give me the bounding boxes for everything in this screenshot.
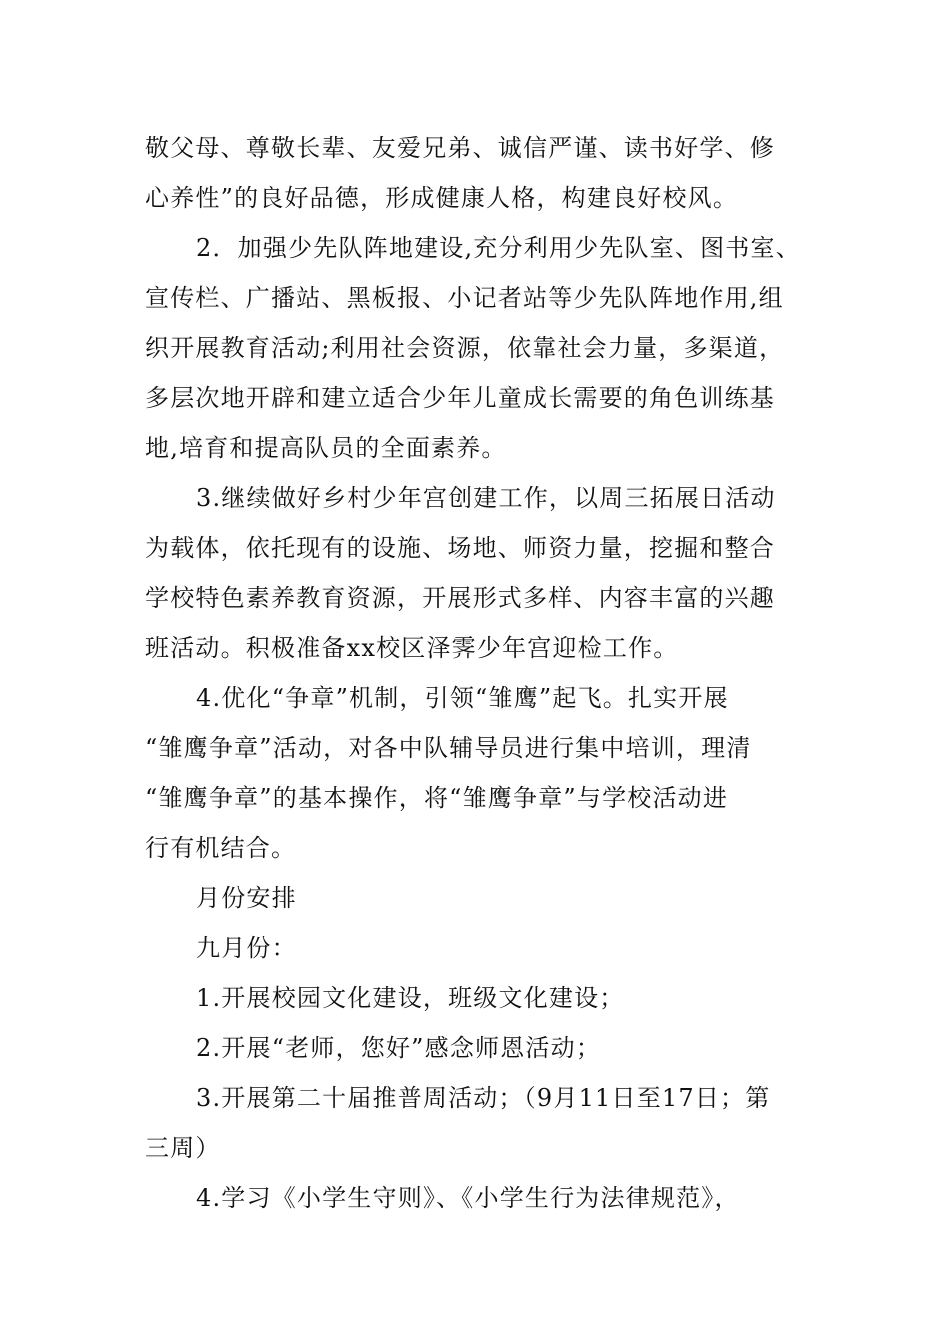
text-line: 心养性”的良好品德，形成健康人格，构建良好校风。 (145, 184, 739, 212)
text-line: 织开展教育活动;利用社会资源，依靠社会力量，多渠道， (145, 334, 785, 362)
text-line: 2．加强少先队阵地建设,充分利用少先队室、图书室、 (196, 234, 801, 262)
text-line: 敬父母、尊敬长辈、友爱兄弟、诚信严谨、读书好学、修 (145, 134, 775, 162)
text-line: 宣传栏、广播站、黑板报、小记者站等少先队阵地作用,组 (145, 284, 784, 312)
text-line: 学校特色素养教育资源，开展形式多样、内容丰富的兴趣 (145, 584, 775, 612)
text-line: 3.继续做好乡村少年宫创建工作，以周三拓展日活动 (196, 484, 776, 512)
text-line: 为载体，依托现有的设施、场地、师资力量，挖掘和整合 (145, 534, 775, 562)
text-line: “雏鹰争章”活动，对各中队辅导员进行集中培训，理清 (145, 734, 752, 762)
month-heading: 九月份： (196, 934, 297, 962)
text-line: 多层次地开辟和建立适合少年儿童成长需要的角色训练基 (145, 384, 775, 412)
section-heading: 月份安排 (196, 884, 297, 912)
text-line: “雏鹰争章”的基本操作，将“雏鹰争章”与学校活动进 (145, 784, 729, 812)
list-item: 2.开展“老师，您好”感念师恩活动； (196, 1034, 602, 1062)
list-item: 4.学习《小学生守则》、《小学生行为法律规范》， (196, 1184, 740, 1212)
text-line: 地,培育和提高队员的全面素养。 (145, 434, 507, 462)
list-item: 3.开展第二十届推普周活动；（9月11日至17日；第 (196, 1084, 771, 1112)
list-item: 1.开展校园文化建设，班级文化建设； (196, 984, 625, 1012)
text-line: 班活动。积极准备xx校区泽霁少年宫迎检工作。 (145, 634, 679, 662)
text-line: 4.优化“争章”机制，引领“雏鹰”起飞。扎实开展 (196, 684, 729, 712)
list-item-continuation: 三周） (145, 1134, 221, 1162)
text-line: 行有机结合。 (145, 834, 297, 862)
